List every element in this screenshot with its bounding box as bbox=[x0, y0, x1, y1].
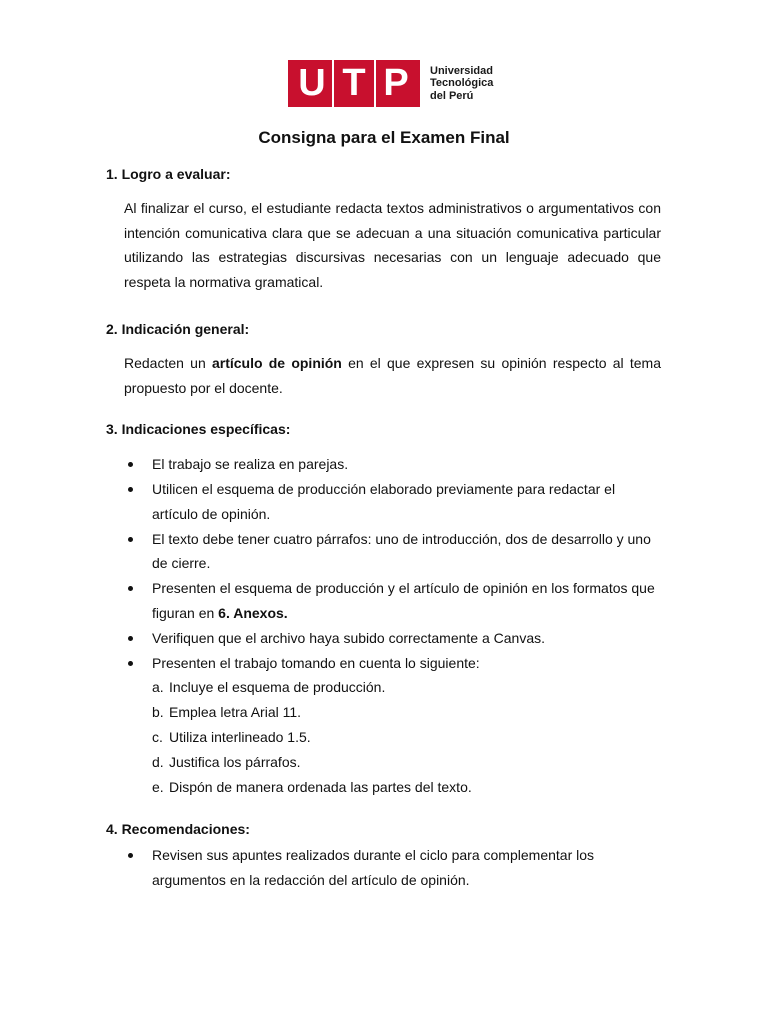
section-1-heading: 1. Logro a evaluar: bbox=[106, 166, 231, 182]
list-item-text: Presenten el esquema de producción y el artículo de opinión en los formatos que figuran en bbox=[152, 580, 655, 621]
section-1-text: Al finalizar el curso, el estudiante redacta textos administrativos o argumentativos con intención comunicativa clara que se adecuan a una situación comunicativa particular utilizando las estrategias discursivas necesarias con un lenguaje adecuado que respeta la normativa gramatical. bbox=[124, 200, 661, 290]
list-item bbox=[124, 651, 661, 800]
logo-wordmark bbox=[430, 65, 493, 103]
sublist-text: Dispón de manera ordenada las partes del texto. bbox=[169, 779, 472, 795]
sublist-text: Justifica los párrafos. bbox=[169, 754, 301, 770]
sublist-text: Incluye el esquema de producción. bbox=[169, 679, 386, 695]
section-3-list bbox=[124, 452, 661, 800]
list-item: El texto debe tener cuatro párrafos: uno de introducción, dos de desarrollo y uno de cierre. bbox=[124, 527, 661, 576]
list-item: Verifiquen que el archivo haya subido correctamente a Canvas. bbox=[124, 626, 661, 651]
list-item bbox=[124, 576, 661, 625]
logo-letter-u: U bbox=[298, 62, 326, 104]
section-2-text-bold: artículo de opinión bbox=[211, 355, 342, 371]
sublist-letter: e. bbox=[152, 779, 164, 795]
sublist-item bbox=[152, 725, 661, 750]
section-2-text bbox=[124, 351, 661, 400]
utp-logo bbox=[288, 60, 493, 107]
annex-reference: 6. Anexos. bbox=[218, 604, 288, 621]
sublist-letter: a. bbox=[152, 679, 164, 695]
list-item: Utilicen el esquema de producción elaborado previamente para redactar el artículo de opinión. bbox=[124, 477, 661, 526]
page-title: Consigna para el Examen Final bbox=[258, 128, 510, 147]
logo-mark bbox=[288, 60, 420, 107]
list-item: El trabajo se realiza en parejas. bbox=[124, 452, 661, 477]
logo-line-2: Tecnológica bbox=[430, 77, 494, 90]
sublist-letter: d. bbox=[152, 754, 164, 770]
sublist-item bbox=[152, 775, 661, 800]
logo-letter-p: P bbox=[383, 62, 409, 104]
section-2-text-post: en el que expresen su opinión respecto al tema propuesto por el docente. bbox=[124, 355, 661, 396]
sublist bbox=[152, 675, 661, 800]
list-item-text: Presenten el trabajo tomando en cuenta lo siguiente: bbox=[152, 654, 480, 671]
sublist-item bbox=[152, 675, 661, 700]
list-item: Revisen sus apuntes realizados durante el ciclo para complementar los argumentos en la redacción del artículo de opinión. bbox=[124, 843, 661, 892]
sublist-text: Utiliza interlineado 1.5. bbox=[169, 729, 311, 745]
sublist-item bbox=[152, 750, 661, 775]
sublist-item bbox=[152, 700, 661, 725]
sublist-text: Emplea letra Arial 11. bbox=[169, 704, 302, 720]
sublist-letter: c. bbox=[152, 729, 163, 745]
section-4-heading: 4. Recomendaciones: bbox=[106, 821, 250, 837]
logo-line-1: Universidad bbox=[430, 64, 493, 77]
sublist-letter: b. bbox=[152, 704, 164, 720]
logo-letter-t: T bbox=[342, 62, 366, 104]
section-2-text-pre: Redacten un bbox=[124, 355, 212, 371]
section-2-heading: 2. Indicación general: bbox=[106, 321, 250, 337]
logo-line-3: del Perú bbox=[430, 89, 474, 102]
section-4-list bbox=[124, 843, 661, 893]
section-3-heading: 3. Indicaciones específicas: bbox=[106, 421, 291, 437]
